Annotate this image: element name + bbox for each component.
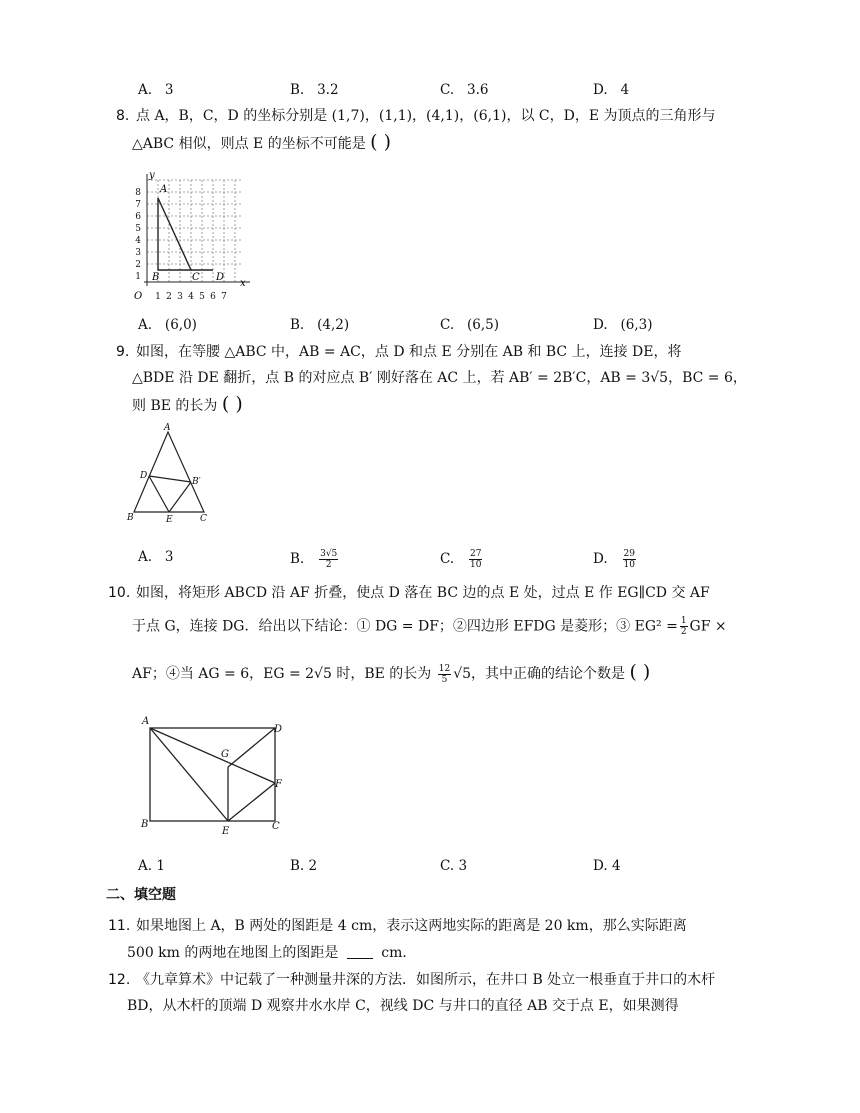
q9-text-line3: 则 BE 的长为 ( ) <box>132 393 243 415</box>
point-a-label: A <box>160 184 168 195</box>
q10-answer-paren: ( ) <box>629 661 651 683</box>
q7-options <box>138 82 758 102</box>
point-d-label: D <box>140 471 148 481</box>
y-tick: 3 <box>135 248 141 258</box>
x-tick: 2 <box>166 292 172 302</box>
x-tick: 3 <box>177 292 183 302</box>
q10-option-c[interactable]: C. 3 <box>440 858 468 874</box>
triangle-abc <box>158 198 191 270</box>
q10-number: 10. <box>108 585 131 601</box>
y-tick: 5 <box>135 224 141 234</box>
q9-answer-paren: ( ) <box>221 393 243 415</box>
q12-text-line1: 《九章算术》中记载了一种测量井深的方法．如图所示，在井口 B 处立一根垂直于井口的木杆 <box>136 972 716 988</box>
q9-triangle-figure <box>122 420 218 530</box>
q10-option-a[interactable]: A. 1 <box>138 858 165 874</box>
origin-label: O <box>134 291 143 302</box>
y-tick: 1 <box>135 272 141 282</box>
q8-option-a[interactable]: A. (6,0) <box>138 317 197 333</box>
point-c-label: C <box>272 821 280 832</box>
q10-option-b[interactable]: B. 2 <box>290 858 318 874</box>
x-axis-label: x <box>240 278 246 289</box>
q11-number: 11. <box>108 918 131 934</box>
q9-option-a[interactable]: A. 3 <box>138 549 174 565</box>
point-c-label: C <box>200 514 207 524</box>
point-d-label: D <box>274 724 283 735</box>
q10-options <box>138 858 758 878</box>
q8-option-d[interactable]: D. (6,3) <box>593 317 653 333</box>
q9-option-b[interactable]: B. $\frac{3√5}{2}$ <box>290 549 338 570</box>
point-b-label: B <box>152 272 160 283</box>
q9-text-line2: △BDE 沿 DE 翻折，点 B 的对应点 B′ 刚好落在 AC 上，若 AB′ = 2B′C，AB = 3√5，BC = 6， <box>132 370 747 386</box>
q11-blank[interactable] <box>347 944 373 959</box>
point-b-prime-label: B′ <box>192 477 201 487</box>
y-tick: 2 <box>135 260 141 270</box>
point-c-label: C <box>192 272 200 283</box>
q10-text-line1: 如图，将矩形 ABCD 沿 AF 折叠，使点 D 落在 BC 边的点 E 处，过点 E 作 EG∥CD 交 AF <box>136 585 710 601</box>
point-a-label: A <box>164 423 171 433</box>
point-a-label: A <box>142 716 150 727</box>
q7-option-a[interactable]: A. 3 <box>138 82 174 98</box>
q8-option-b[interactable]: B. (4,2) <box>290 317 350 333</box>
x-tick: 1 <box>155 292 161 302</box>
q8-answer-paren: ( ) <box>370 131 392 153</box>
y-axis-label: y <box>149 170 155 181</box>
x-tick: 6 <box>210 292 216 302</box>
y-tick: 6 <box>135 212 141 222</box>
q10-option-d[interactable]: D. 4 <box>593 858 621 874</box>
q11-text-line1: 如果地图上 A，B 两处的图距是 4 cm，表示这两地实际的距离是 20 km，那么实际距离 <box>136 918 687 934</box>
q9-number: 9. <box>116 344 130 360</box>
q12-text-line2: BD，从木杆的顶端 D 观察井水水岸 C，视线 DC 与井口的直径 AB 交于点 E，如果测得 <box>127 998 679 1014</box>
point-e-label: E <box>222 826 230 837</box>
q9-text-line1: 如图，在等腰 △ABC 中，AB = AC，点 D 和点 E 分别在 AB 和 BC 上，连接 DE，将 <box>136 344 682 360</box>
q11-text-line2: 500 km 的两地在地图上的图距是 cm． <box>127 945 417 961</box>
q8-text-line1: 点 A，B，C，D 的坐标分别是 (1,7)，(1,1)，(4,1)，(6,1)，以 C，D，E 为顶点的三角形与 <box>136 108 716 124</box>
y-tick: 8 <box>135 188 141 198</box>
q7-option-d[interactable]: D. 4 <box>593 82 630 98</box>
q8-coordinate-figure <box>126 168 256 304</box>
point-f-label: F <box>275 779 282 790</box>
q9-options <box>138 547 758 571</box>
x-tick: 7 <box>221 292 227 302</box>
q10-rectangle-figure <box>136 710 296 840</box>
point-d-label: D <box>216 272 225 283</box>
q10-text-line2: 于点 G，连接 DG．给出以下结论：① DG = DF；②四边形 EFDG 是菱形；③ EG² = $\frac{1}{2}$ GF × <box>132 616 727 637</box>
q7-option-b[interactable]: B. 3.2 <box>290 82 339 98</box>
y-tick: 7 <box>135 200 141 210</box>
point-e-label: E <box>166 515 173 525</box>
x-tick: 4 <box>188 292 194 302</box>
q8-number: 8. <box>116 108 130 124</box>
q10-text-line3: AF；④当 AG = 6，EG = 2√5 时，BE 的长为 $\frac{12}{5}$ √5，其中正确的结论个数是 ( ) <box>132 661 651 685</box>
y-tick: 4 <box>135 236 141 246</box>
q12-number: 12. <box>108 972 131 988</box>
point-b-label: B <box>127 513 134 523</box>
q8-options <box>138 317 758 337</box>
section-title: 二、填空题 <box>106 887 176 903</box>
q9-option-d[interactable]: D. $\frac{29}{10}$ <box>593 549 635 570</box>
x-tick: 5 <box>199 292 205 302</box>
point-g-label: G <box>221 749 229 760</box>
q8-text-line2: △ABC 相似，则点 E 的坐标不可能是 ( ) <box>132 131 392 153</box>
q8-option-c[interactable]: C. (6,5) <box>440 317 500 333</box>
q9-option-c[interactable]: C. $\frac{27}{10}$ <box>440 549 482 570</box>
point-b-label: B <box>141 819 149 830</box>
q7-option-c[interactable]: C. 3.6 <box>440 82 489 98</box>
